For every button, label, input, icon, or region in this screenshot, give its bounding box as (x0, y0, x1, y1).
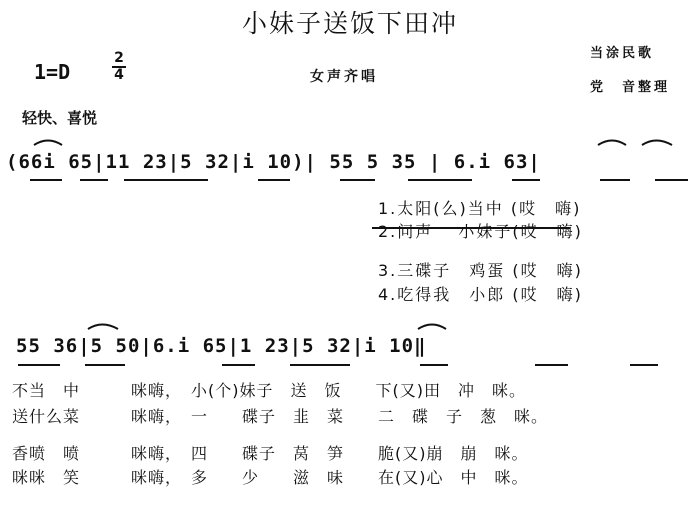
key-signature: 1=D (34, 60, 71, 84)
lyric-verse-2a: 2.问声 小妹子(哎 嗨) (378, 222, 583, 241)
tempo-marking: 轻快、喜悦 (22, 109, 98, 127)
song-title: 小妹子送饭下田冲 (241, 9, 458, 38)
lyric-verse-4b: 咪咪 笑 咪嗨， 多 少 滋 味 在(又)心 中 咪。 (12, 468, 529, 487)
notation-line-2: 55 36|5 50|6.i 65|1 23|5 32|i 10‖ (16, 335, 427, 357)
lyric-verse-1b: 不当 中 咪嗨， 小(个)妹子 送 饭 下(又)田 冲 咪。 (12, 381, 526, 400)
lyric-verse-4a: 4.吃得我 小郎 (哎 嗨) (378, 285, 583, 304)
time-signature-bottom: 4 (112, 66, 126, 83)
song-editor: 党 音整理 (590, 80, 671, 95)
notation-line-1: (66i 65|11 23|5 32|i 10)| 55 5 35 | 6.i 63| (6, 151, 541, 173)
song-origin: 当涂民歌 (590, 46, 655, 61)
lyric-verse-3b: 香喷 喷 咪嗨， 四 碟子 莴 笋 脆(又)崩 崩 咪。 (12, 444, 529, 463)
lyric-verse-3a: 3.三碟子 鸡蛋 (哎 嗨) (378, 261, 583, 280)
voice-type: 女声齐唱 (310, 69, 378, 85)
lyric-verse-2b: 送什么菜 咪嗨， 一 碟子 韭 菜 二 碟 子 葱 咪。 (12, 407, 549, 426)
lyric-verse-1a: 1.太阳(么)当中 (哎 嗨) (378, 199, 582, 218)
time-signature-top: 2 (114, 50, 124, 66)
